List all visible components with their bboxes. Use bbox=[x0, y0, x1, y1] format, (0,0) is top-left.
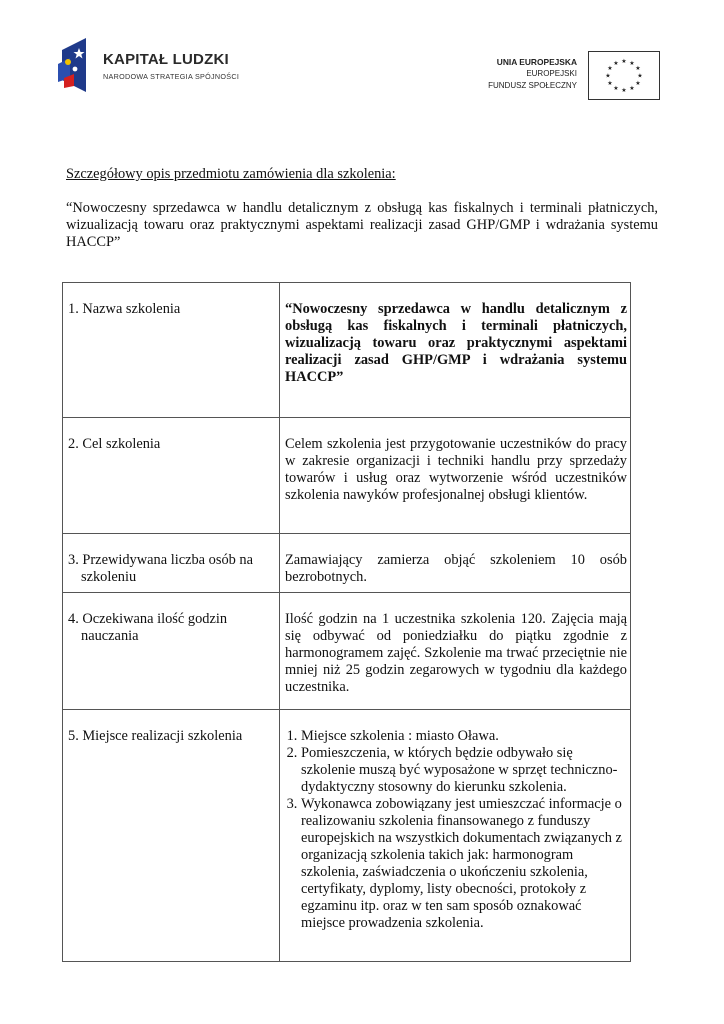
document-title: Szczegółowy opis przedmiotu zamówienia dla szkolenia: bbox=[66, 166, 396, 182]
row-value-cell bbox=[280, 418, 631, 534]
svg-text:★: ★ bbox=[607, 80, 613, 87]
eu-stars-icon bbox=[589, 52, 659, 99]
svg-text:★: ★ bbox=[629, 60, 635, 67]
svg-text:★: ★ bbox=[635, 80, 641, 87]
row-value: “Nowoczesny sprzedawca w handlu detalicznym z obsługą kas fiskalnych i terminali płatniczych, wizualizacją towaru oraz praktycznymi aspektami realizacji zasad GHP/GMP i wdrażania systemu HACCP” bbox=[285, 301, 627, 385]
svg-text:★: ★ bbox=[613, 85, 619, 92]
row-label: 2. Cel szkolenia bbox=[68, 436, 161, 452]
svg-text:★: ★ bbox=[621, 58, 627, 65]
list-item: 2. Pomieszczenia, w których będzie odbywało się szkolenie muszą być wyposażone w sprzęt techniczno-dydaktyczny stosowny do kierunku szkolenia. bbox=[301, 745, 627, 796]
svg-text:★: ★ bbox=[607, 65, 613, 72]
eu-line-1: UNIA EUROPEJSKA bbox=[496, 57, 577, 67]
specification-table bbox=[62, 282, 631, 962]
eu-logo bbox=[464, 42, 672, 108]
row-value-cell bbox=[280, 593, 631, 710]
svg-text:★: ★ bbox=[613, 60, 619, 67]
eu-flag bbox=[588, 51, 660, 100]
row-label: 5. Miejsce realizacji szkolenia bbox=[68, 728, 243, 744]
row-value: Ilość godzin na 1 uczestnika szkolenia 120. Zajęcia mają się odbywać od poniedziałku do piątku zgodnie z harmonogramem zajęć. Szkolenie ma trwać przeciętnie nie mniej niż 25 godzin zegarowych w tygodniu dla każdego uczestnika. bbox=[285, 611, 627, 695]
row-label: 1. Nazwa szkolenia bbox=[68, 301, 181, 317]
logo-title: KAPITAŁ LUDZKI bbox=[103, 51, 229, 68]
row-value-cell bbox=[280, 710, 631, 962]
table-row bbox=[63, 418, 631, 534]
row-label-cell bbox=[63, 534, 280, 593]
row-label-cell bbox=[63, 710, 280, 962]
training-name-quote: “Nowoczesny sprzedawca w handlu detalicznym z obsługą kas fiskalnych i terminali płatniczych, wizualizacją towaru oraz praktycznymi aspektami realizacji zasad GHP/GMP i wdrażania systemu HACCP” bbox=[66, 200, 658, 250]
row-label-cell bbox=[63, 418, 280, 534]
table-row bbox=[63, 283, 631, 418]
row-label: 4. Oczekiwana ilość godzin nauczania bbox=[68, 611, 228, 644]
kapital-ludzki-logo bbox=[56, 34, 276, 96]
svg-text:★: ★ bbox=[635, 65, 641, 72]
table-row bbox=[63, 534, 631, 593]
eu-text-block bbox=[488, 56, 577, 92]
row-label-cell bbox=[63, 593, 280, 710]
row-value: Celem szkolenia jest przygotowanie uczestników do pracy w zakresie organizacji i techniki handlu przy sprzedaży towarów i usług oraz wytworzenie wśród uczestników szkolenia nawyków profesjonalnej obsługi klientów. bbox=[285, 436, 627, 503]
eu-line-3: FUNDUSZ SPOŁECZNY bbox=[488, 81, 577, 90]
svg-text:★: ★ bbox=[605, 72, 611, 80]
table-row bbox=[63, 710, 631, 962]
logo-subtitle: NARODOWA STRATEGIA SPÓJNOŚCI bbox=[103, 72, 240, 81]
row-value: Zamawiający zamierza objąć szkoleniem 10 osób bezrobotnych. bbox=[285, 552, 627, 585]
svg-text:★: ★ bbox=[621, 87, 627, 94]
svg-text:★: ★ bbox=[629, 85, 635, 92]
eu-line-2: EUROPEJSKI bbox=[526, 69, 577, 78]
kapital-ludzki-emblem-icon bbox=[56, 34, 102, 96]
row-label-cell bbox=[63, 283, 280, 418]
svg-text:★: ★ bbox=[637, 72, 643, 80]
row-label: 3. Przewidywana liczba osób na szkoleniu bbox=[68, 552, 254, 585]
list-item: 3. Wykonawca zobowiązany jest umieszczać informacje o realizowaniu szkolenia finansowanego z funduszy europejskich na wszystkich dokumentach związanych z organizacją szkolenia takich jak: harmonogram szkolenia, zaświadczenia o ukończeniu szkolenia, certyfikaty, dyplomy, listy obecności, protokoły z egzaminu itp. oraz w ten sam sposób oznakować miejsce prowadzenia szkolenia. bbox=[301, 796, 627, 932]
list-item: 1. Miejsce szkolenia : miasto Oława. bbox=[301, 728, 627, 745]
row-value-cell bbox=[280, 534, 631, 593]
location-requirements-list bbox=[285, 728, 627, 932]
table-row bbox=[63, 593, 631, 710]
row-value-cell bbox=[280, 283, 631, 418]
